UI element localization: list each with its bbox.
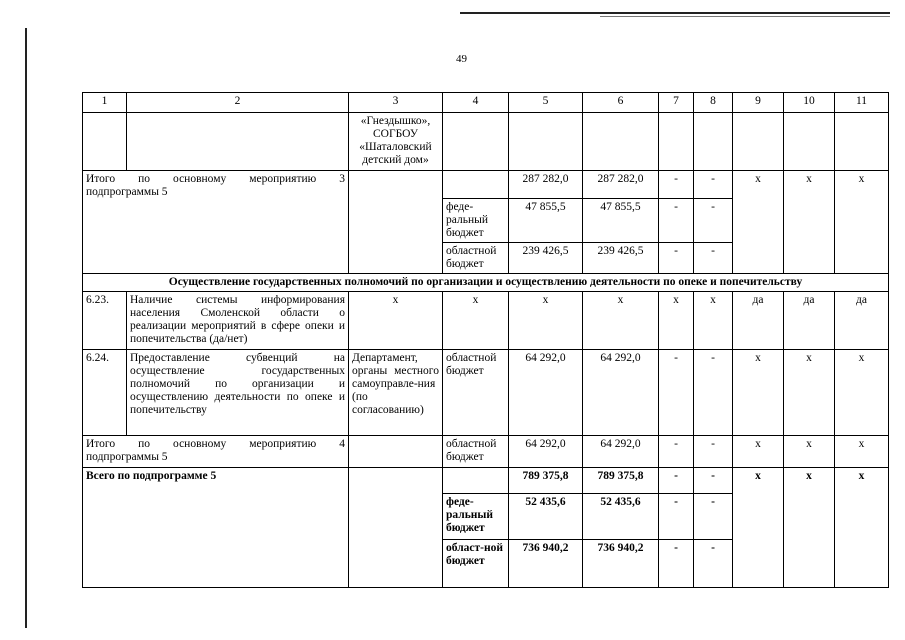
table-header-row [83, 93, 889, 113]
scan-edge-line-top-thin [600, 16, 890, 17]
col-header-3: 3 [349, 93, 443, 113]
total3-label: Итого по основному мероприятию 3 подпрограммы 5 [83, 171, 349, 274]
total4-label: Итого по основному мероприятию 4 подпрограммы 5 [83, 436, 349, 468]
col-header-4: 4 [443, 93, 509, 113]
scan-edge-line-top [460, 12, 890, 14]
col-header-6: 6 [583, 93, 659, 113]
table-row-grand-fed: феде-ральный бюджет 52 435,6 52 435,6 - - [83, 494, 889, 540]
table-row-grand-reg: област-ной бюджет 736 940,2 736 940,2 - - [83, 540, 889, 588]
executor-cell: «Гнездышко», СОГБОУ «Шаталовский детский дом» [349, 113, 443, 171]
col-header-5: 5 [509, 93, 583, 113]
table-row-continuation [83, 113, 889, 171]
col-header-2: 2 [127, 93, 349, 113]
table-row-grand-total: Всего по подпрограмме 5 789 375,8 789 375,8 - - х х х [83, 468, 889, 494]
section-title-row [83, 274, 889, 292]
page-number: 49 [456, 53, 467, 65]
table-row-total3-reg: областной бюджет 239 426,5 239 426,5 - - [83, 243, 889, 274]
grand-total-label: Всего по подпрограмме 5 [83, 468, 349, 588]
table-row-total3-fed: феде-ральный бюджет 47 855,5 47 855,5 - - [83, 199, 889, 243]
scan-edge-line-left [25, 28, 27, 628]
col-header-8: 8 [694, 93, 733, 113]
col-header-10: 10 [784, 93, 835, 113]
col-header-7: 7 [659, 93, 694, 113]
section-title: Осуществление государственных полномочий по организации и осуществлению деятельности по опеке и попечительству [83, 274, 889, 292]
table-row-6-24: 6.24. Предоставление субвенций на осуществление государственных полномочий по организации и осуществлению деятельности по опеке и попечительству Департамент, органы местного самоуправле-ния (по согласованию) областной бюджет 64 292,0 64 292,0 - - х х х [83, 350, 889, 436]
budget-table [82, 92, 889, 588]
col-header-11: 11 [835, 93, 889, 113]
table-row-total4: Итого по основному мероприятию 4 подпрограммы 5 областной бюджет 64 292,0 64 292,0 - - х х х [83, 436, 889, 468]
col-header-1: 1 [83, 93, 127, 113]
col-header-9: 9 [733, 93, 784, 113]
table-row-6-23: 6.23. Наличие системы информирования населения Смоленской области о реализации мероприятий в сфере опеки и попечительства (да/нет) х х х х х х да да да [83, 292, 889, 350]
table-row-total3: Итого по основному мероприятию 3 подпрограммы 5 287 282,0 287 282,0 - - х х х [83, 171, 889, 199]
